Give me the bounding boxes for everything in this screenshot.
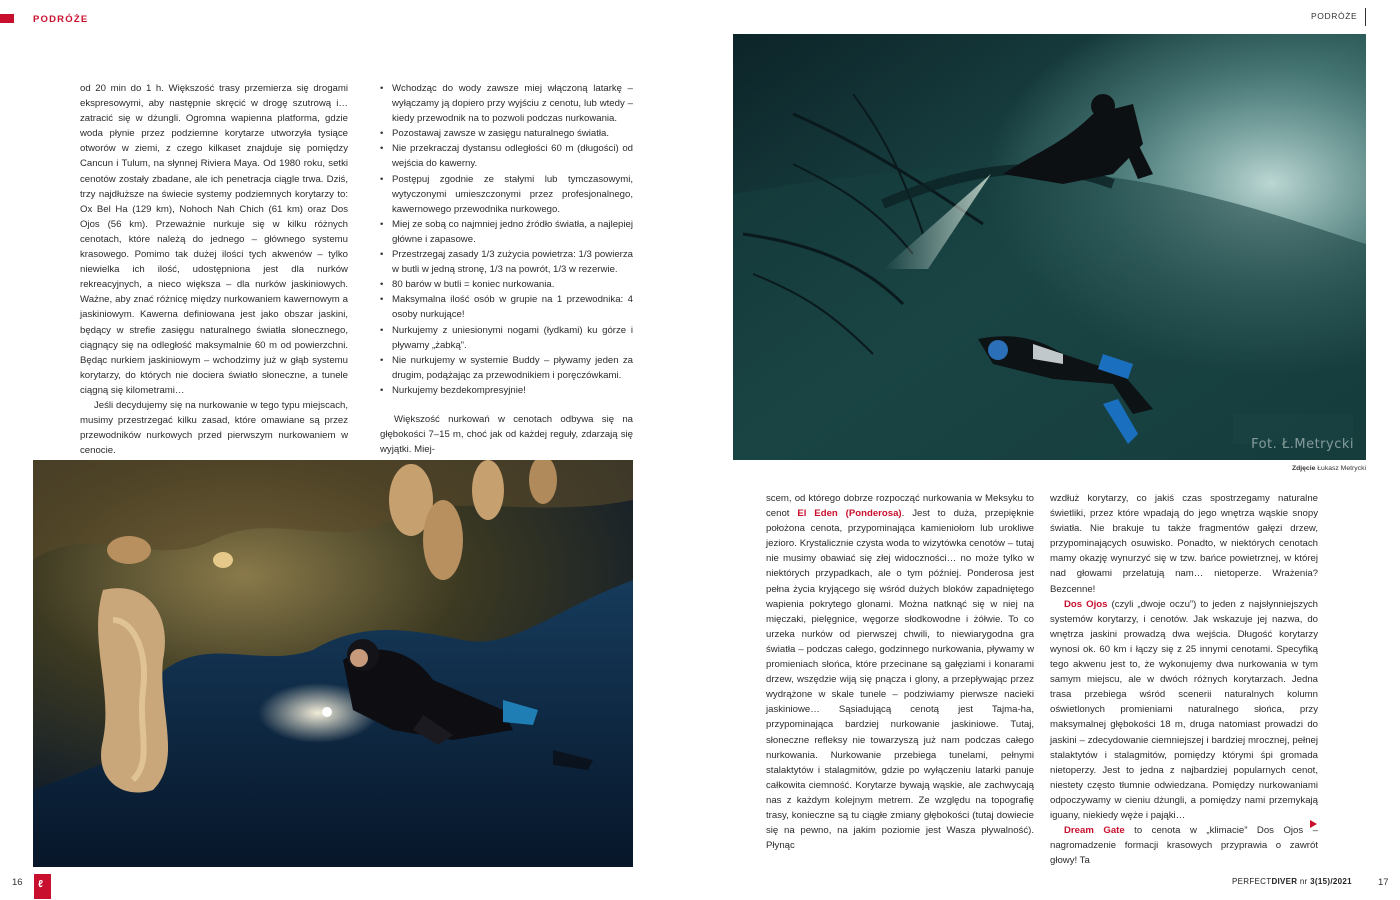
magazine-logo-icon: ℓ <box>34 874 51 899</box>
section-title-right: PODRÓŻE <box>1311 11 1358 21</box>
page-number-left: 16 <box>12 877 23 888</box>
list-item: • Nurkujemy z uniesionymi nogami (łydkami) ku górze i pływamy „żabką”. <box>380 323 633 353</box>
rules-list <box>380 81 633 398</box>
caption-label: Zdjęcie <box>1291 465 1316 472</box>
list-item: • Pozostawaj zawsze w zasięgu naturalnego światła. <box>380 126 633 141</box>
article-column-2 <box>380 81 633 457</box>
paragraph <box>1050 823 1318 868</box>
photo-caption <box>1200 465 1366 472</box>
header-rule <box>1365 8 1366 26</box>
paragraph: od 20 min do 1 h. Większość trasy przemierza się drogami ekspresowymi, aby następnie skręcić w drogę szutrową i… zatracić się w dżungli. Ogromna wapienna platforma, gdzie woda płynie przez podziemne korytarze utworzyła tysiące otworów w ziemi, z czego kilkaset znajduje się pomiędzy Cancun i Tulum, na słynnej Riviera Maya. Od 1980 roku, setki cenotów zostały zbadane, ale ich penetracja ciągle trwa. Dziś, trzy najdłuższe na świecie systemy podziemnych korytarzy to: Ox Bel Ha (129 km), Nohoch Nah Chich (61 km) oraz Dos Ojos (56 km). Przeważnie nurkuje się w kilku różnych cenotach, które należą do jednego – głównego systemu krasowego. Pomimo tak dużej ilości tych akwenów – tylko niewielka ich ilość, udostępniona jest dla nurków rekreacyjnych, a nieco większa – dla nurków jaskiniowych. Ważne, aby znać różnicę między nurkowaniem kawernowym a jaskiniowym. Kawerna definiowana jest jako obszar jaskini, będący w strefie zasięgu naturalnego światła słonecznego, ciągnący się na odległość maksymalnie 60 m od powierzchni. Będąc nurkiem jaskiniowym – wchodzimy już w głąb systemu korytarzy, do których nie dociera światło słoneczne, a tunele ciągną się kilometrami… <box>80 83 348 396</box>
continue-arrow-icon <box>1310 820 1317 828</box>
text-run: to cenota w „klimacie” Dos Ojos – nagromadzenie formacji krasowych przyprawia o zawrót głowy! Ta <box>1050 825 1318 867</box>
section-marker <box>0 14 14 23</box>
paragraph <box>1050 597 1318 823</box>
cenote-name-el-eden: El Eden (Ponderosa) <box>797 508 902 520</box>
caption-author: Łukasz Metrycki <box>1315 465 1366 472</box>
text-run: . Jest to duża, przepięknie położona cenota, przypominająca kamieniołom lub urokliwe jezioro. Krystalicznie czysta woda to wizytówka cenotów – tutaj nie musimy obawiać się złej widoczności… no może tylko w niektórych przypadkach, ale o tym później. Ponderosa jest pełna życia kryjącego się wśród dużych bloków zapadniętego wapienia pokrytego glonami. Można natknąć się w niej na mięczaki, pielęgnice, węgorze słodkowodne i żółwie. To co urzeka nurków od pierwszej chwili, to niewiarygodna gra światła – podczas całego, godzinnego nurkowania, pływamy w promieniach słońca, które przecinane są gałęziami i konarami drzew, wszędzie wiją się pnącza i glony, a przepływając przez wydrążone w skale tunele – podziwiamy pierwsze nacieki jaskiniowe… Sąsiadującą cenotą jest Tajma-ha, przypominająca bardziej nurkowanie jaskiniowe. Tutaj, słoneczne refleksy nie towarzyszą już nam podczas całego nurkowania. Nurkowanie przebiega tunelami, pełnymi stalaktytów i stalagmitów, gdzie po wyłączeniu latarki panuje całkowita ciemność. Korytarze bywają wąskie, ale zachwycają nas z każdym kolejnym metrem. Ze względu na topografię trasy, konieczne są tu ciągłe zmiany głębokości (tutaj dowiecie się na pewno, na jakim poziomie jest Wasza pływalność). Płynąc <box>766 508 1034 852</box>
paragraph: Większość nurkowań w cenotach odbywa się na głębokości 7–15 m, choć jak od każdej reguły, zdarzają się wyjątki. Miej- <box>380 413 633 456</box>
mag-name: DIVER <box>1271 877 1298 886</box>
list-item: • Przestrzegaj zasady 1/3 zużycia powietrza: 1/3 powierza w butli w jedną stronę, 1/3 na powrót, 1/3 w rezerwie. <box>380 247 633 277</box>
text-run: scem, od którego dobrze rozpocząć nurkowania w Meksyku to cenot <box>766 493 1034 520</box>
list-item: • 80 barów w butli = koniec nurkowania. <box>380 277 633 292</box>
list-item: • Wchodząc do wody zawsze miej włączoną latarkę – wyłączamy ją dopiero przy wyjściu z cenotu, lub wtedy – kiedy przewodnik na to pozwoli podczas nurkowania. <box>380 81 633 126</box>
article-column-3 <box>766 491 1034 853</box>
paragraph <box>766 491 1034 853</box>
cave-diver-photo <box>33 460 633 867</box>
photo-watermark: Fot. Ł.Metrycki <box>1251 437 1354 452</box>
magazine-issue <box>1232 877 1352 886</box>
article-column-4 <box>1050 491 1318 868</box>
paragraph: Jeśli decydujemy się na nurkowanie w tego typu miejscach, musimy przestrzegać kilku zasad, które omawiane są przez przewodników nurkowych przed pierwszym nurkowaniem w cenocie. <box>80 399 348 457</box>
article-column-1 <box>80 81 348 458</box>
list-item: • Miej ze sobą co najmniej jedno źródło światła, a najlepiej główne i zapasowe. <box>380 217 633 247</box>
list-item: • Nie przekraczaj dystansu odległości 60 m (długości) od wejścia do kawerny. <box>380 141 633 171</box>
list-item: • Postępuj zgodnie ze stałymi lub tymczasowymi, wytyczonymi umieszczonymi przez profesjonalnego, kawernowego przewodnika nurkowego. <box>380 172 633 217</box>
section-title-left: PODRÓŻE <box>33 14 89 25</box>
mag-issue-label: nr <box>1297 877 1311 886</box>
text-run: (czyli „dwoje oczu”) to jeden z najsłynniejszych systemów korytarzy, i cenotów. Jak wskazuje jej nazwa, do wnętrza jaskini prowadzą dwa wejścia. Długość korytarzy wynosi ok. 60 km i łączy się z 25 innymi cenotami. Specyfiką tego akwenu jest to, że wykonujemy dwa nurkowania w tym samym miejscu, ale w dwóch różnych korytarzach. Jedna trasa przebiega wśród scenerii naturalnych kolumn oświetlonych promieniami naturalnego słońca, przy maksymalnej głębokości 18 m, druga natomiast prowadzi do jaskini – zdecydowanie ciemniejszej i bardziej mrocznej, pełnej stalaktytów i stalagmitów, pomiędzy którymi śpi gromada nietoperzy. Jest to jedna z najbardziej popularnych cenot, niestety często tłumnie odwiedzana. Pomiędzy nurkowaniami odpoczywamy w cieniu dżungli, a pomiędzy nami przemykają iguany, niekiedy węże i pająki… <box>1050 598 1319 821</box>
mag-issue-number: 3(15)/2021 <box>1310 877 1352 886</box>
paragraph: wzdłuż korytarzy, co jakiś czas spostrzegamy naturalne świetliki, przez które wpadają do jego wnętrza wąskie snopy światła. Nie brakuje tu także fragmentów gałęzi drzew, przypominających osuwisko. Ponadto, w niektórych cenotach mamy okazję wynurzyć się w tzw. bańce powietrznej, w której nad głowami przelatują nam… nietoperze. Wrażenia? Bezcenne! <box>1050 493 1318 595</box>
cenote-divers-photo <box>733 34 1366 460</box>
mag-prefix: PERFECT <box>1232 877 1272 886</box>
list-item: • Nie nurkujemy w systemie Buddy – pływamy jeden za drugim, podążając za przewodnikiem i poręczówkami. <box>380 353 633 383</box>
page-number-right: 17 <box>1378 877 1389 888</box>
list-item: • Maksymalna ilość osób w grupie na 1 przewodnika: 4 osoby nurkujące! <box>380 292 633 322</box>
list-item: • Nurkujemy bezdekompresyjnie! <box>380 383 633 398</box>
cenote-name-dream-gate: Dream Gate <box>1064 825 1125 837</box>
cenote-name-dos-ojos: Dos Ojos <box>1064 598 1108 610</box>
